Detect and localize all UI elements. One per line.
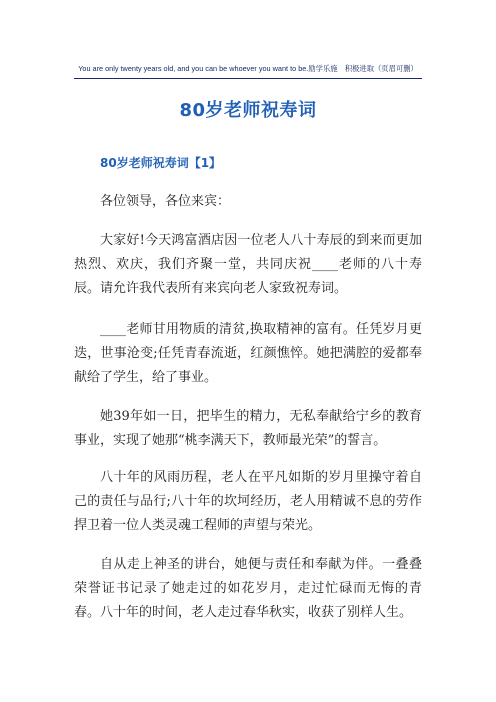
- paragraph-greeting: [74, 190, 422, 214]
- paragraph-text: 各位领导，各位来宾：: [100, 194, 231, 209]
- paragraph-text: ____老师甘用物质的清贫,换取精神的富有。任凭岁月更迭，世事沧变;任凭青春流逝，红颜憔悴。她把满腔的爱都奉献给了学生，给了事业。: [74, 322, 422, 385]
- paragraph-text: 她39年如一日，把毕生的精力，无私奉献给宁乡的教育事业，实现了她那“桃李满天下，教师最光荣”的誓言。: [74, 409, 422, 448]
- paragraph-text: 大家好!今天鸿富酒店因一位老人八十寿辰的到来而更加热烈、欢庆，我们齐聚一堂，共同庆祝____老师的八十寿辰。请允许我代表所有来宾向老人家致祝寿词。: [74, 233, 422, 296]
- header-chinese-text: 励学乐施 积极进取（页眉可删）: [308, 64, 418, 73]
- paragraph-text: 自从走上神圣的讲台，她便与责任和奉献为伴。一叠叠荣誉证书记录了她走过的如花岁月，走过忙碌而无悔的青春。八十年的时间，老人走过春华秋实，收获了别样人生。: [74, 557, 422, 620]
- header-english-text: You are only twenty years old, and you can be whoever you want to be.: [78, 64, 309, 73]
- paragraph-5: [74, 553, 422, 625]
- document-title: 80岁老师祝寿词: [179, 100, 317, 121]
- section-heading: 80岁老师祝寿词【1】: [100, 156, 222, 170]
- paragraph-2: [74, 318, 422, 390]
- page-header: [74, 63, 422, 75]
- paragraph-4: [74, 466, 422, 538]
- paragraph-1: [74, 229, 422, 301]
- paragraph-text: 八十年的风雨历程，老人在平凡如斯的岁月里操守着自己的责任与品行;八十年的坎坷经历，老人用精诚不息的劳作捍卫着一位人类灵魂工程师的声望与荣光。: [74, 470, 422, 533]
- header-divider: [74, 78, 422, 79]
- paragraph-3: [74, 405, 422, 453]
